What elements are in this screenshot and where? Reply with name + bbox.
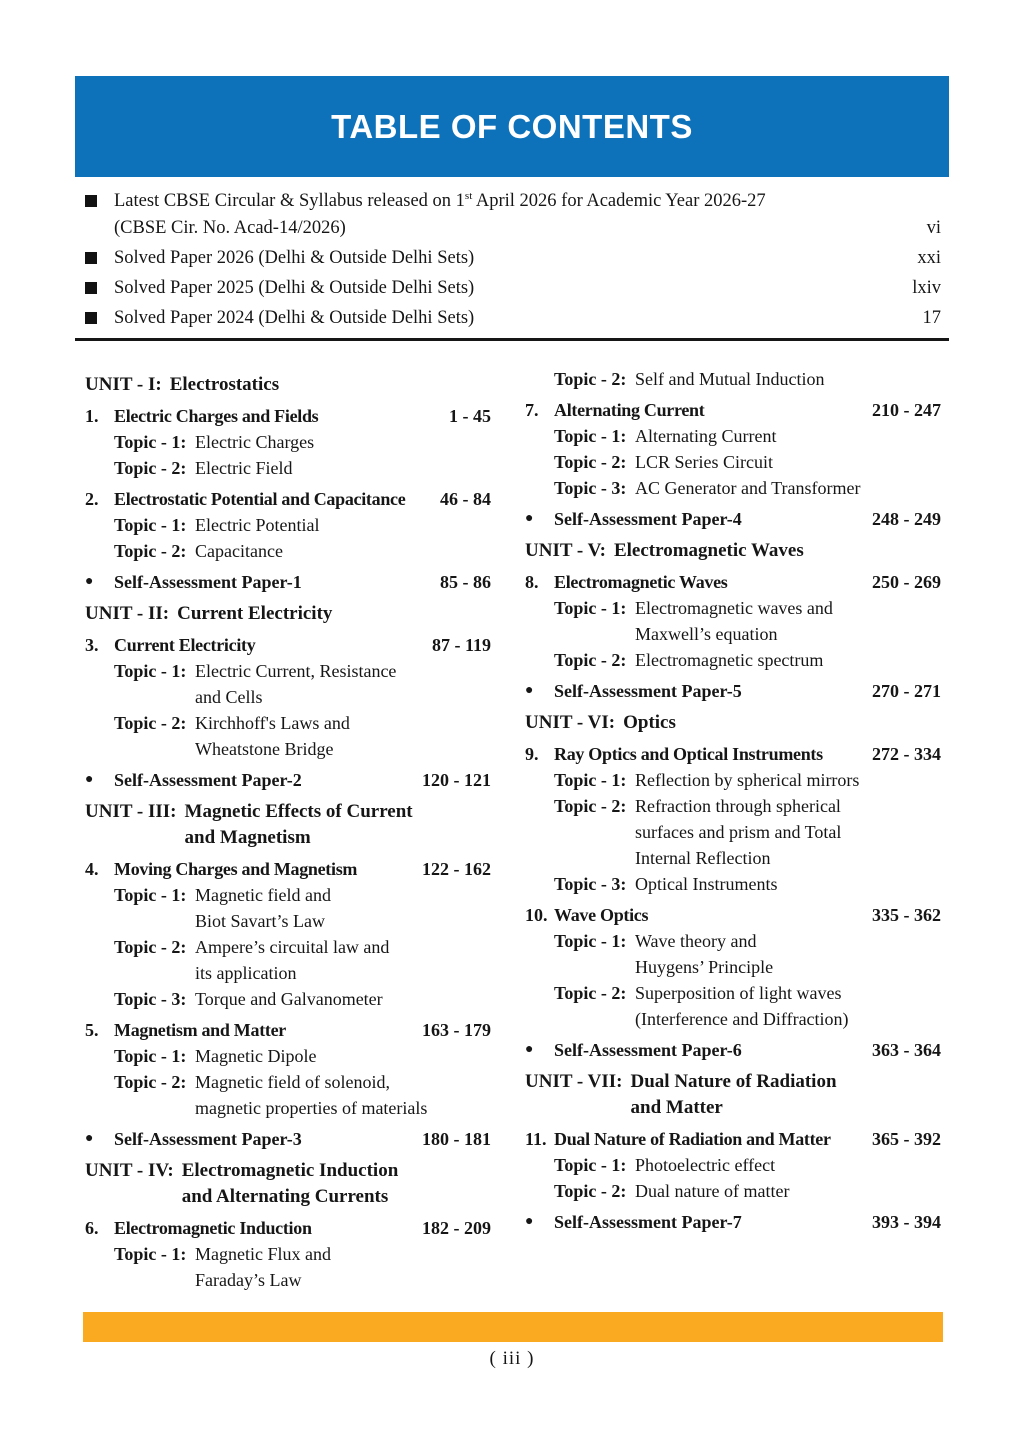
- chapter-number: 11.: [525, 1129, 547, 1149]
- chapter-page-range: 122 - 162: [422, 859, 491, 879]
- chapter-title: Alternating Current: [554, 400, 705, 420]
- chapter-row: [85, 1017, 491, 1043]
- topic-description: [635, 793, 941, 871]
- unit-title: [631, 1069, 942, 1121]
- footer-accent-bar: [83, 1312, 943, 1342]
- superscript-ordinal: st: [464, 189, 473, 202]
- self-assessment-page-range: 85 - 86: [440, 572, 491, 592]
- front-matter-line: Solved Paper 2024 (Delhi & Outside Delhi Sets): [114, 308, 475, 328]
- unit-label: UNIT - V:: [525, 540, 606, 561]
- topic-label: Topic - 2:: [114, 713, 187, 733]
- chapter-title: Dual Nature of Radiation and Matter: [554, 1129, 831, 1149]
- topic-description-line: Faraday’s Law: [195, 1270, 302, 1290]
- front-matter-text: [114, 275, 912, 302]
- topic-description: [195, 986, 491, 1012]
- round-bullet-icon: ●: [85, 574, 94, 589]
- topic-label: Topic - 1:: [114, 661, 187, 681]
- square-bullet-icon: [85, 312, 97, 324]
- topic-label: Topic - 2:: [554, 1181, 627, 1201]
- chapter-page-range: 46 - 84: [440, 489, 491, 509]
- topic-row: [525, 928, 941, 980]
- unit-title: [177, 601, 491, 627]
- topic-row: [525, 449, 941, 475]
- topic-label: Topic - 2:: [554, 650, 627, 670]
- front-matter-page-number: lxiv: [912, 278, 941, 298]
- chapter-number: 1.: [85, 406, 99, 426]
- self-assessment-row: [85, 767, 491, 793]
- topic-label: Topic - 1:: [554, 1155, 627, 1175]
- toc-column-left: [85, 366, 491, 1293]
- topic-description: [635, 928, 941, 980]
- unit-heading: [525, 538, 941, 564]
- topic-description-line: magnetic properties of materials: [195, 1098, 428, 1118]
- chapter-number: 4.: [85, 859, 99, 879]
- chapter-page-range: 210 - 247: [872, 400, 941, 420]
- chapter-page-range: 163 - 179: [422, 1020, 491, 1040]
- chapter-title: Ray Optics and Optical Instruments: [554, 744, 823, 764]
- front-matter-list: [85, 188, 941, 335]
- unit-title: [185, 799, 491, 851]
- front-matter-item: [85, 275, 941, 302]
- self-assessment-page-range: 270 - 271: [872, 681, 941, 701]
- chapter-title: Electromagnetic Induction: [114, 1218, 312, 1238]
- unit-title-line: Electromagnetic Waves: [613, 540, 804, 561]
- unit-title-line: Electromagnetic Induction: [181, 1160, 399, 1181]
- topic-description: [635, 1152, 941, 1178]
- chapter-title: Electrostatic Potential and Capacitance: [114, 489, 406, 509]
- topic-label: Topic - 1:: [114, 432, 187, 452]
- topic-row: [85, 538, 491, 564]
- self-assessment-page-range: 248 - 249: [872, 509, 941, 529]
- topic-description-line: Refraction through spherical: [635, 796, 841, 816]
- topic-description-line: Self and Mutual Induction: [635, 369, 825, 389]
- topic-description-line: LCR Series Circuit: [635, 452, 773, 472]
- chapter-title: Moving Charges and Magnetism: [114, 859, 358, 879]
- topic-description-line: Electromagnetic spectrum: [635, 650, 824, 670]
- topic-description-line: (Interference and Diffraction): [635, 1009, 849, 1029]
- topic-row: [525, 475, 941, 501]
- unit-title-line: and Magnetism: [184, 827, 311, 848]
- topic-description: [635, 449, 941, 475]
- self-assessment-page-range: 120 - 121: [422, 770, 491, 790]
- unit-title-line: Electrostatics: [169, 374, 280, 395]
- front-matter-text: [114, 188, 927, 242]
- chapter-row: [525, 902, 941, 928]
- chapter-page-range: 182 - 209: [422, 1218, 491, 1238]
- round-bullet-icon: ●: [525, 683, 534, 698]
- topic-row: [85, 986, 491, 1012]
- round-bullet-icon: ●: [85, 1131, 94, 1146]
- unit-title-line: and Alternating Currents: [181, 1186, 389, 1207]
- topic-label: Topic - 3:: [114, 989, 187, 1009]
- page-number: ( iii ): [489, 1348, 535, 1369]
- topic-description: [195, 455, 491, 481]
- topic-label: Topic - 2:: [114, 1072, 187, 1092]
- self-assessment-row: [85, 1126, 491, 1152]
- self-assessment-row: [525, 678, 941, 704]
- chapter-row: [85, 856, 491, 882]
- unit-title: [614, 538, 941, 564]
- topic-description-line: Wheatstone Bridge: [195, 739, 334, 759]
- chapter-number: 5.: [85, 1020, 99, 1040]
- front-matter-line: Solved Paper 2026 (Delhi & Outside Delhi Sets): [114, 248, 475, 268]
- topic-description-line: Optical Instruments: [635, 874, 778, 894]
- topic-description-line: AC Generator and Transformer: [635, 478, 861, 498]
- front-matter-page-number: vi: [926, 218, 941, 238]
- topic-row: [525, 793, 941, 871]
- topic-row: [85, 429, 491, 455]
- topic-description-line: Magnetic Flux and: [195, 1244, 331, 1264]
- unit-label: UNIT - IV:: [85, 1160, 174, 1181]
- topic-description: [635, 871, 941, 897]
- topic-description-line: Torque and Galvanometer: [195, 989, 383, 1009]
- topic-description: [635, 1178, 941, 1204]
- topic-description-line: Alternating Current: [635, 426, 777, 446]
- topic-description-line: Electric Potential: [195, 515, 320, 535]
- topic-row: [85, 658, 491, 710]
- round-bullet-icon: ●: [85, 772, 94, 787]
- topic-row: [525, 647, 941, 673]
- topic-description-line: Magnetic field and: [195, 885, 331, 905]
- self-assessment-title: Self-Assessment Paper-3: [114, 1129, 302, 1149]
- front-matter-item: [85, 188, 941, 242]
- unit-label: UNIT - VII:: [525, 1071, 623, 1092]
- topic-label: Topic - 1:: [554, 598, 627, 618]
- topic-description-line: Electric Current, Resistance: [195, 661, 397, 681]
- topic-description: [635, 423, 941, 449]
- topic-label: Topic - 2:: [114, 458, 187, 478]
- front-matter-text: [114, 305, 923, 332]
- self-assessment-title: Self-Assessment Paper-4: [554, 509, 742, 529]
- topic-description: [635, 767, 941, 793]
- unit-label: UNIT - VI:: [525, 712, 616, 733]
- unit-title: [182, 1158, 491, 1210]
- square-bullet-icon: [85, 252, 97, 264]
- unit-label: UNIT - III:: [85, 801, 177, 822]
- topic-label: Topic - 2:: [114, 541, 187, 561]
- self-assessment-title: Self-Assessment Paper-6: [554, 1040, 742, 1060]
- topic-row: [85, 512, 491, 538]
- topic-label: Topic - 1:: [554, 931, 627, 951]
- chapter-title: Wave Optics: [554, 905, 649, 925]
- unit-title-line: Magnetic Effects of Current: [184, 801, 413, 822]
- topic-label: Topic - 2:: [554, 369, 627, 389]
- chapter-number: 3.: [85, 635, 99, 655]
- topic-description-line: Capacitance: [195, 541, 283, 561]
- topic-description-line: Reflection by spherical mirrors: [635, 770, 860, 790]
- chapter-page-range: 250 - 269: [872, 572, 941, 592]
- unit-heading: [85, 372, 491, 398]
- topic-description-line: Electric Charges: [195, 432, 315, 452]
- toc-column-right: [525, 366, 941, 1293]
- topic-description-line: Magnetic Dipole: [195, 1046, 317, 1066]
- topic-label: Topic - 1:: [114, 1046, 187, 1066]
- topic-description: [635, 647, 941, 673]
- topic-description-line: and Cells: [195, 687, 263, 707]
- topic-description-line: Magnetic field of solenoid,: [195, 1072, 390, 1092]
- topic-label: Topic - 3:: [554, 874, 627, 894]
- chapter-row: [525, 397, 941, 423]
- chapter-page-range: 87 - 119: [431, 635, 491, 655]
- self-assessment-title: Self-Assessment Paper-1: [114, 572, 302, 592]
- chapter-title: Electromagnetic Waves: [554, 572, 728, 592]
- topic-description: [635, 366, 941, 392]
- chapter-row: [85, 403, 491, 429]
- chapter-number: 7.: [525, 400, 539, 420]
- chapter-row: [525, 741, 941, 767]
- topic-description-line: Superposition of light waves: [635, 983, 842, 1003]
- topic-description-line: Huygens’ Principle: [635, 957, 774, 977]
- unit-title-line: Dual Nature of Radiation: [630, 1071, 837, 1092]
- topic-description-line: its application: [195, 963, 297, 983]
- chapter-title: Current Electricity: [114, 635, 256, 655]
- topic-row: [525, 595, 941, 647]
- unit-title-line: Optics: [623, 712, 676, 733]
- unit-heading: [85, 799, 491, 851]
- chapter-number: 9.: [525, 744, 539, 764]
- self-assessment-page-range: 363 - 364: [872, 1040, 941, 1060]
- topic-label: Topic - 2:: [554, 796, 627, 816]
- chapter-page-range: 1 - 45: [449, 406, 491, 426]
- round-bullet-icon: ●: [525, 1214, 534, 1229]
- topic-label: Topic - 2:: [554, 452, 627, 472]
- topic-description-line: Kirchhoff's Laws and: [195, 713, 350, 733]
- topic-description: [195, 429, 491, 455]
- self-assessment-row: [525, 506, 941, 532]
- self-assessment-page-range: 393 - 394: [872, 1212, 941, 1232]
- chapter-number: 8.: [525, 572, 539, 592]
- topic-description-line: Dual nature of matter: [635, 1181, 790, 1201]
- topic-description-line: Wave theory and: [635, 931, 757, 951]
- page-title: TABLE OF CONTENTS: [331, 107, 693, 145]
- unit-label: UNIT - I:: [85, 374, 162, 395]
- topic-label: Topic - 2:: [114, 937, 187, 957]
- topic-description: [195, 512, 491, 538]
- chapter-row: [85, 1215, 491, 1241]
- topic-description-line: Photoelectric effect: [635, 1155, 776, 1175]
- unit-label: UNIT - II:: [85, 603, 170, 624]
- topic-description: [635, 595, 941, 647]
- topic-description: [195, 934, 491, 986]
- topic-label: Topic - 1:: [554, 770, 627, 790]
- self-assessment-row: [85, 569, 491, 595]
- square-bullet-icon: [85, 195, 97, 207]
- topic-description: [195, 658, 491, 710]
- self-assessment-title: Self-Assessment Paper-5: [554, 681, 742, 701]
- front-matter-item: [85, 245, 941, 272]
- round-bullet-icon: ●: [525, 511, 534, 526]
- chapter-row: [525, 1126, 941, 1152]
- topic-description: [195, 1043, 491, 1069]
- chapter-row: [85, 486, 491, 512]
- topic-row: [85, 1241, 491, 1293]
- topic-label: Topic - 1:: [114, 1244, 187, 1264]
- unit-title-line: Current Electricity: [177, 603, 333, 624]
- chapter-page-range: 335 - 362: [872, 905, 941, 925]
- page-banner: [75, 76, 949, 177]
- topic-row: [525, 871, 941, 897]
- topic-description-line: Internal Reflection: [635, 848, 771, 868]
- round-bullet-icon: ●: [525, 1042, 534, 1057]
- self-assessment-title: Self-Assessment Paper-2: [114, 770, 302, 790]
- chapter-number: 6.: [85, 1218, 99, 1238]
- topic-row: [85, 455, 491, 481]
- topic-row: [525, 1178, 941, 1204]
- topic-row: [525, 767, 941, 793]
- square-bullet-icon: [85, 282, 97, 294]
- chapter-title: Electric Charges and Fields: [114, 406, 319, 426]
- front-matter-line: Solved Paper 2025 (Delhi & Outside Delhi Sets): [114, 278, 475, 298]
- topic-description-line: Biot Savart’s Law: [195, 911, 325, 931]
- unit-title: [170, 372, 491, 398]
- topic-label: Topic - 3:: [554, 478, 627, 498]
- front-matter-page-number: 17: [922, 308, 941, 328]
- topic-description-line: Electric Field: [195, 458, 293, 478]
- topic-description: [195, 710, 491, 762]
- topic-description: [635, 475, 941, 501]
- topic-row: [85, 1043, 491, 1069]
- self-assessment-row: [525, 1209, 941, 1235]
- topic-label: Topic - 2:: [554, 983, 627, 1003]
- chapter-row: [85, 632, 491, 658]
- chapter-number: 2.: [85, 489, 99, 509]
- unit-title-line: and Matter: [630, 1097, 723, 1118]
- topic-description-line: surfaces and prism and Total: [635, 822, 842, 842]
- topic-row: [85, 934, 491, 986]
- chapter-number: 10.: [525, 905, 548, 925]
- toc-columns: [85, 366, 941, 1293]
- unit-heading: [85, 1158, 491, 1210]
- topic-description-line: Ampere’s circuital law and: [195, 937, 390, 957]
- topic-description: [195, 1241, 491, 1293]
- self-assessment-page-range: 180 - 181: [422, 1129, 491, 1149]
- topic-row: [85, 710, 491, 762]
- topic-row: [525, 980, 941, 1032]
- topic-description-line: Maxwell’s equation: [635, 624, 778, 644]
- topic-description: [635, 980, 941, 1032]
- chapter-title: Magnetism and Matter: [114, 1020, 286, 1040]
- unit-heading: [525, 1069, 941, 1121]
- self-assessment-row: [525, 1037, 941, 1063]
- front-matter-line: (CBSE Cir. No. Acad-14/2026): [114, 218, 346, 238]
- front-matter-line: Latest CBSE Circular & Syllabus released on 1st April 2026 for Academic Year 2026-27: [114, 189, 766, 211]
- front-matter-item: [85, 305, 941, 332]
- topic-row: [525, 423, 941, 449]
- topic-description-line: Electromagnetic waves and: [635, 598, 833, 618]
- topic-row: [85, 1069, 491, 1121]
- topic-description: [195, 1069, 491, 1121]
- topic-description: [195, 538, 491, 564]
- unit-heading: [85, 601, 491, 627]
- topic-label: Topic - 1:: [114, 885, 187, 905]
- front-matter-text: [114, 245, 917, 272]
- topic-row: [85, 882, 491, 934]
- self-assessment-title: Self-Assessment Paper-7: [554, 1212, 742, 1232]
- front-matter-page-number: xxi: [917, 248, 941, 268]
- unit-title: [623, 710, 941, 736]
- unit-heading: [525, 710, 941, 736]
- chapter-page-range: 272 - 334: [872, 744, 941, 764]
- topic-label: Topic - 1:: [114, 515, 187, 535]
- section-divider: [75, 338, 949, 341]
- topic-description: [195, 882, 491, 934]
- topic-row: [525, 1152, 941, 1178]
- topic-label: Topic - 1:: [554, 426, 627, 446]
- chapter-page-range: 365 - 392: [872, 1129, 941, 1149]
- chapter-row: [525, 569, 941, 595]
- topic-row: [525, 366, 941, 392]
